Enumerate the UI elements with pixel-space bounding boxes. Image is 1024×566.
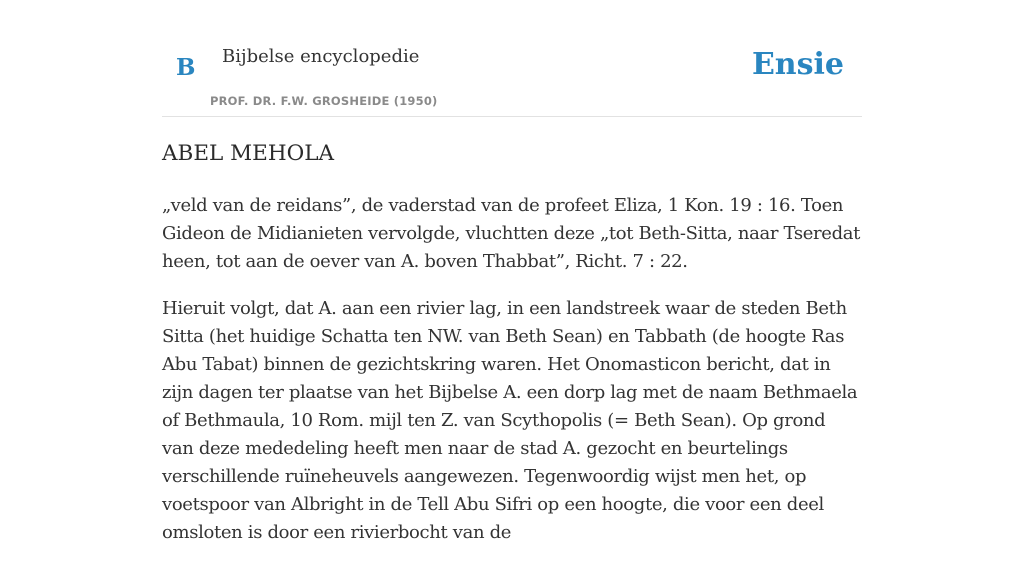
header	[162, 0, 862, 117]
ensie-logo[interactable]: Ensie	[751, 47, 844, 82]
entry-title: ABEL MEHOLA	[162, 141, 335, 166]
entry-content	[162, 192, 862, 566]
book-author: PROF. DR. F.W. GROSHEIDE (1950)	[210, 94, 438, 108]
book-title[interactable]: Bijbelse encyclopedie	[222, 46, 420, 67]
book-icon[interactable]: B	[176, 54, 196, 81]
entry-paragraph: „veld van de reidans”, de vaderstad van de profeet Eliza, 1 Kon. 19 : 16. Toen Gideon de Midianieten vervolgde, vluchtten deze „tot Beth-Sitta, naar Tseredat heen, tot aan de oever van A. boven Thabbat”, Richt. 7 : 22.	[162, 195, 861, 272]
entry-paragraph: Hieruit volgt, dat A. aan een rivier lag, in een landstreek waar de steden Beth Sitta (het huidige Schatta ten NW. van Beth Sean) en Tabbath (de hoogte Ras Abu Tabat) binnen de gezichtskring waren. Het Onomasticon bericht, dat in zijn dagen ter plaatse van het Bijbelse A. een dorp lag met de naam Bethmaela of Bethmaula, 10 Rom. mijl ten Z. van Scythopolis (= Beth Sean). Op grond van deze mededeling heeft men naar de stad A. gezocht en beurtelings verschillende ruïneheuvels aangewezen. Tegenwoordig wijst men het, op voetspoor van Albright in de Tell Abu Sifri op een hoogte, die voor een deel omsloten is door een rivierbocht van de	[162, 298, 858, 543]
